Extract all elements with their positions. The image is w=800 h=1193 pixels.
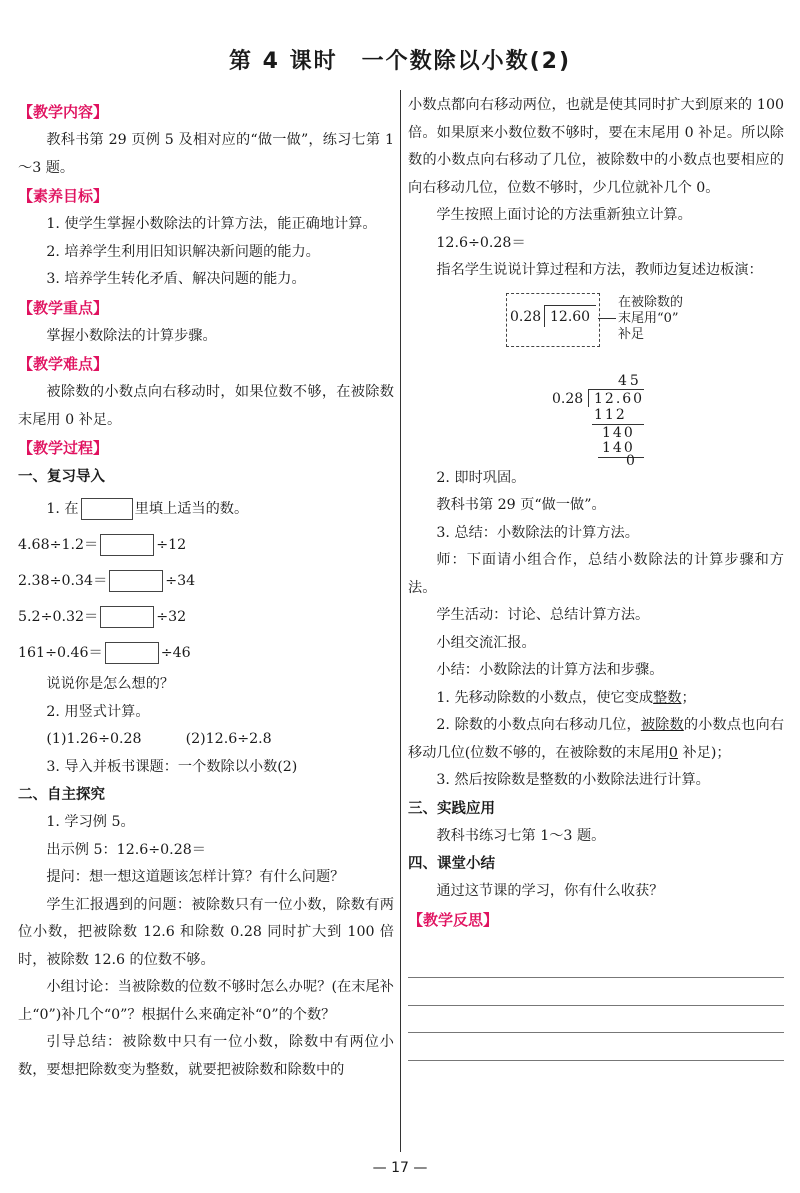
goal-item: 3. 培养学生转化矛盾、解决问题的能力。 xyxy=(46,271,306,287)
rule-3: 3. 然后按除数是整数的小数除法进行计算。 xyxy=(436,772,710,788)
equation-right: ÷12 xyxy=(156,537,187,553)
division-diagram xyxy=(408,285,784,469)
section-summary-heading: 四、课堂小结 xyxy=(408,856,495,872)
explore-question: 提问：想一想这道题该怎样计算？有什么问题？ xyxy=(46,869,345,885)
long-division-final: 0 xyxy=(626,452,635,469)
problem-a: (1)1.26÷0.28 xyxy=(46,731,142,747)
rule-1 xyxy=(408,685,784,713)
column-divider xyxy=(400,90,401,1152)
long-division-step: 140 xyxy=(602,439,635,456)
left-column xyxy=(18,98,394,1084)
equation-row xyxy=(18,563,394,599)
long-division-dividend: 12.60 xyxy=(594,390,645,407)
group-report: 小组交流汇报。 xyxy=(436,634,536,651)
vertical-calc-instruction: 2. 用竖式计算。 xyxy=(46,703,150,720)
explore-example: 出示例 5：12.6÷0.28＝ xyxy=(46,841,206,858)
right-column xyxy=(408,92,784,1061)
explore-discussion: 小组讨论：当被除数的位数不够时怎么办呢？(在末尾补上“0”)补几个“0”？根据什么来确定补“0”的个数？ xyxy=(18,979,394,1023)
practice-text: 教科书练习七第 1～3 题。 xyxy=(436,827,606,844)
reflection-lines xyxy=(408,951,784,1061)
note-line: 末尾用“0” xyxy=(618,310,679,326)
reflection-heading: 【教学反思】 xyxy=(408,910,499,929)
conclusion: 小结：小数除法的计算方法和步骤。 xyxy=(436,662,664,678)
equation-row xyxy=(18,599,394,635)
rule-text: 补足)； xyxy=(677,744,731,761)
recalc-text: 学生按照上面讨论的方法重新独立计算。 xyxy=(436,207,692,223)
blank-box xyxy=(100,606,154,628)
equation-right: ÷32 xyxy=(156,609,187,625)
equation-left: 161÷0.46＝ xyxy=(18,645,103,661)
rule-underlined: 整数 xyxy=(653,689,682,706)
rule-underlined: 0 xyxy=(668,744,678,761)
writing-line xyxy=(408,1006,784,1034)
textbook-ref: 教科书第 29 页“做一做”。 xyxy=(436,497,606,513)
fill-prefix: 1. 在 xyxy=(46,501,79,517)
rule-text: 2. 除数的小数点向右移动几位， xyxy=(436,717,641,733)
explore-report: 学生汇报遇到的问题：被除数只有一位小数，除数有两位小数，把被除数 12.6 和除数 0.28 同时扩大到 100 倍时，被除数 12.6 的位数不够。 xyxy=(18,896,394,968)
note-line: 在被除数的 xyxy=(618,294,684,310)
blank-box xyxy=(105,642,159,664)
process-heading: 【教学过程】 xyxy=(18,439,109,457)
problem-b: (2)12.6÷2.8 xyxy=(185,731,272,747)
arrow-line xyxy=(598,318,616,319)
rule-underlined: 被除数 xyxy=(640,717,684,733)
blank-box xyxy=(109,570,163,592)
long-division-bar xyxy=(588,389,644,390)
rule-text: ； xyxy=(681,689,696,706)
equation-left: 4.68÷1.2＝ xyxy=(18,537,99,553)
key-point-text: 掌握小数除法的计算步骤。 xyxy=(46,327,217,344)
fill-instruction xyxy=(18,491,394,527)
blank-box xyxy=(81,498,133,520)
long-division-quotient: 45 xyxy=(618,372,642,389)
explore-step: 1. 学习例 5。 xyxy=(46,814,135,830)
board-demo-text: 指名学生说说计算过程和方法，教师边复述边板演： xyxy=(436,262,763,278)
division-bar xyxy=(544,305,596,306)
diagram-divisor: 0.28 xyxy=(510,308,542,325)
page-title: 第 4 课时 一个数除以小数(2) xyxy=(228,49,572,74)
section-practice-heading: 三、实践应用 xyxy=(408,800,495,817)
think-prompt: 说说你是怎么想的？ xyxy=(46,676,175,692)
blank-box xyxy=(100,534,154,556)
diagram-note xyxy=(618,295,683,343)
explore-summary: 引导总结：被除数中只有一位小数，除数中有两位小数，要想把除数变为整数，就要把被除数和除数中的 xyxy=(18,1034,394,1078)
step-line xyxy=(598,457,644,458)
rule-text: 1. 先移动除数的小数点，使它变成 xyxy=(436,689,654,706)
rule-2 xyxy=(408,712,784,767)
writing-line xyxy=(408,1033,784,1061)
equation-row xyxy=(18,635,394,671)
continued-text: 小数点都向右移动两位，也就是使其同时扩大到原来的 100 倍。如果原来小数位数不够时，要在末尾用 0 补足。所以除数的小数点向右移动了几位，被除数中的小数点也要相应的向右移动几位，位数不够时，少几位就补几个 0。 xyxy=(408,97,784,196)
teacher-instruction: 师：下面请小组合作，总结小数除法的计算步骤和方法。 xyxy=(408,552,784,596)
difficulty-heading: 【教学难点】 xyxy=(18,355,109,373)
goal-item: 1. 使学生掌握小数除法的计算方法，能正确地计算。 xyxy=(46,216,377,232)
writing-line xyxy=(408,951,784,979)
equation-right: ÷46 xyxy=(160,645,191,661)
goal-item: 2. 培养学生利用旧知识解决新问题的能力。 xyxy=(46,243,320,260)
difficulty-text: 被除数的小数点向右移动时，如果位数不够，在被除数末尾用 0 补足。 xyxy=(18,384,394,428)
teaching-content-heading: 【教学内容】 xyxy=(18,103,109,121)
fill-suffix: 里填上适当的数。 xyxy=(134,501,249,517)
equation-left: 5.2÷0.32＝ xyxy=(18,609,99,625)
long-division-step: 112 xyxy=(594,406,627,423)
equation-left: 2.38÷0.34＝ xyxy=(18,573,108,589)
teaching-content-text: 教科书第 29 页例 5 及相对应的“做一做”，练习七第 1～3 题。 xyxy=(18,132,394,176)
intro-text: 3. 导入并板书课题：一个数除以小数(2) xyxy=(46,758,298,775)
rule-text: 的小数点也向右移动几位(位数不够的，在被除数的末尾用 xyxy=(408,717,784,761)
summary-question: 通过这节课的学习，你有什么收获？ xyxy=(436,883,664,899)
summary-step: 3. 总结：小数除法的计算方法。 xyxy=(436,524,639,541)
note-line: 补足 xyxy=(618,326,645,342)
vertical-calc-problems xyxy=(18,726,394,754)
student-activity: 学生活动：讨论、总结计算方法。 xyxy=(436,607,650,623)
division-bracket xyxy=(544,305,545,327)
key-point-heading: 【教学重点】 xyxy=(18,298,109,317)
writing-line xyxy=(408,978,784,1006)
section-review-heading: 一、复习导入 xyxy=(18,469,105,485)
equation-right: ÷34 xyxy=(165,573,196,589)
consolidate-step: 2. 即时巩固。 xyxy=(436,469,526,486)
section-explore-heading: 二、自主探究 xyxy=(18,787,105,803)
long-division-divisor: 0.28 xyxy=(552,390,584,407)
recalc-equation: 12.6÷0.28＝ xyxy=(436,234,526,251)
diagram-dividend: 12.60 xyxy=(550,308,591,325)
equation-row xyxy=(18,527,394,563)
long-division-bracket xyxy=(588,389,589,407)
goals-heading: 【素养目标】 xyxy=(18,187,109,205)
page-number: — 17 — xyxy=(372,1160,428,1176)
long-division-remainder: 140 xyxy=(602,424,635,441)
